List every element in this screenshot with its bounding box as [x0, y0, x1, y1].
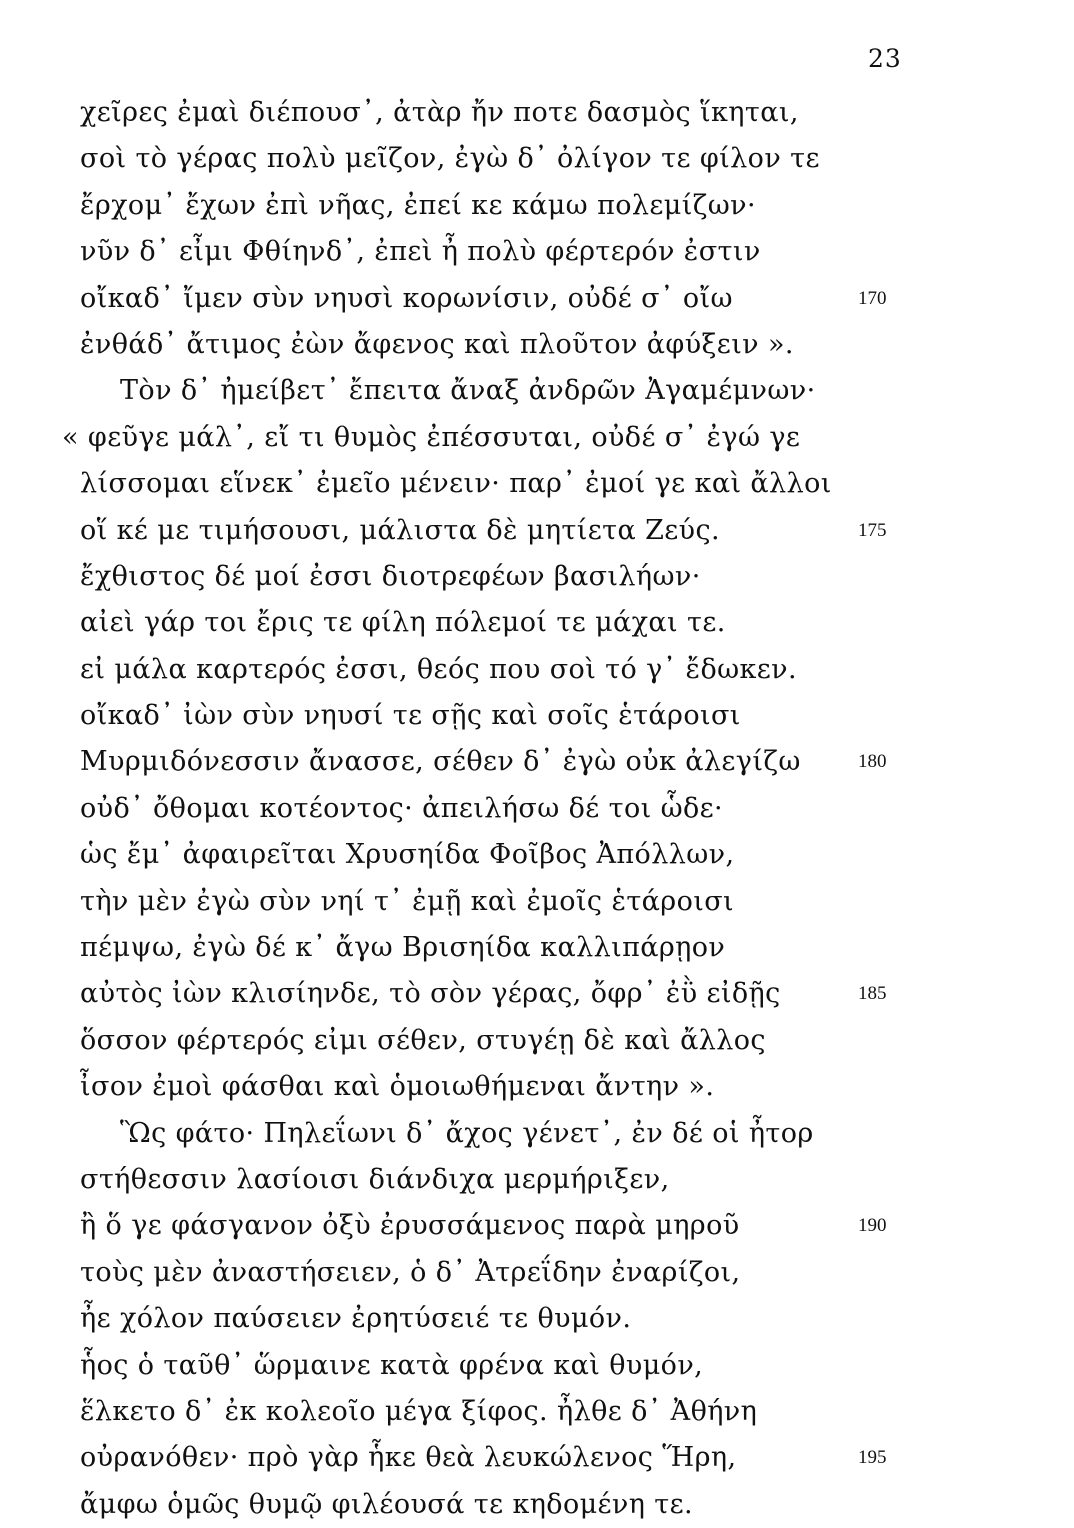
- verse-line: [0, 276, 1074, 322]
- verse-line-text: στήθεσσιν λασίοισι διάνδιχα μερμήριξεν,: [80, 1163, 670, 1195]
- line-number: 175: [858, 519, 887, 541]
- verse-line-text: τοὺς μὲν ἀναστήσειεν, ὁ δ᾽ Ἀτρεΐδην ἐναρίζοι,: [80, 1256, 741, 1288]
- verse-line-text: ἐνθάδ᾽ ἄτιμος ἐὼν ἄφενος καὶ πλοῦτον ἀφύξειν ».: [80, 328, 794, 360]
- verse-line: [0, 647, 1074, 693]
- verse-line-text: ἦε χόλον παύσειεν ἐρητύσειέ τε θυμόν.: [80, 1303, 632, 1335]
- verse-line-text: οἵ κέ με τιμήσουσι, μάλιστα δὲ μητίετα Ζεύς.: [80, 514, 720, 546]
- verse-line-text: οἴκαδ᾽ ἴμεν σὺν νηυσὶ κορωνίσιν, οὐδέ σ᾽ οἴω: [80, 282, 733, 314]
- verse-line: [0, 1018, 1074, 1064]
- verse-line-text: χεῖρες ἐμαὶ διέπουσ᾽, ἀτὰρ ἤν ποτε δασμὸς ἵκηται,: [80, 97, 799, 128]
- verse-line: [0, 1157, 1074, 1203]
- verse-line-text: ἕλκετο δ᾽ ἐκ κολεοῖο μέγα ξίφος. ἦλθε δ᾽ Ἀθήνη: [80, 1395, 758, 1427]
- verse-line: [0, 1111, 1074, 1157]
- verse-line-text: « φεῦγε μάλ᾽, εἴ τι θυμὸς ἐπέσσυται, οὐδέ σ᾽ ἐγώ γε: [62, 421, 801, 453]
- verse-line-text: ἔρχομ᾽ ἔχων ἐπὶ νῆας, ἐπεί κε κάμω πολεμίζων·: [80, 189, 756, 221]
- verse-line: [0, 136, 1074, 182]
- verse-line-text: νῦν δ᾽ εἶμι Φθίηνδ᾽, ἐπεὶ ἦ πολὺ φέρτερόν ἐστιν: [80, 236, 761, 268]
- verse-line: [0, 971, 1074, 1017]
- verse-line-text: αὐτὸς ἰὼν κλισίηνδε, τὸ σὸν γέρας, ὄφρ᾽ ἐῢ εἰδῇς: [80, 978, 781, 1010]
- verse-line-text: εἰ μάλα καρτερός ἐσσι, θεός που σοὶ τό γ᾽ ἔδωκεν.: [80, 653, 797, 685]
- verse-line: [0, 554, 1074, 600]
- verse-line-text: ἶσον ἐμοὶ φάσθαι καὶ ὁμοιωθήμεναι ἄντην ».: [80, 1071, 715, 1103]
- verse-line-text: Τὸν δ᾽ ἠμείβετ᾽ ἔπειτα ἄναξ ἀνδρῶν Ἀγαμέμνων·: [120, 375, 816, 407]
- verse-line-text: ὡς ἔμ᾽ ἀφαιρεῖται Χρυσηίδα Φοῖβος Ἀπόλλων,: [80, 839, 735, 871]
- verse-line-text: ἔχθιστος δέ μοί ἐσσι διοτρεφέων βασιλήων·: [80, 560, 701, 592]
- verse-line-text: τὴν μὲν ἐγὼ σὺν νηί τ᾽ ἐμῇ καὶ ἐμοῖς ἑτάροισι: [80, 885, 735, 917]
- verse-line-text: οἴκαδ᾽ ἰὼν σὺν νηυσί τε σῇς καὶ σοῖς ἑτάροισι: [80, 700, 741, 732]
- verse-line-text: ἧος ὁ ταῦθ᾽ ὥρμαινε κατὰ φρένα καὶ θυμόν,: [80, 1349, 704, 1381]
- page-number: 23: [868, 44, 902, 73]
- verse-line: [0, 90, 1074, 136]
- line-number: 190: [858, 1215, 887, 1237]
- verse-line: [0, 229, 1074, 275]
- verse-line-text: αἰεὶ γάρ τοι ἔρις τε φίλη πόλεμοί τε μάχαι τε.: [80, 607, 726, 639]
- verse-line: [0, 322, 1074, 368]
- verse-line: [0, 1250, 1074, 1296]
- verse-line-text: οὐρανόθεν· πρὸ γὰρ ἧκε θεὰ λευκώλενος Ἥρη,: [80, 1442, 737, 1474]
- verse-line: [0, 368, 1074, 414]
- verse-line-text: λίσσομαι εἵνεκ᾽ ἐμεῖο μένειν· παρ᾽ ἐμοί γε καὶ ἄλλοι: [80, 468, 832, 500]
- verse-line-text: σοὶ τὸ γέρας πολὺ μεῖζον, ἐγὼ δ᾽ ὀλίγον τε φίλον τε: [80, 143, 820, 175]
- line-number: 170: [858, 287, 887, 309]
- verse-line: [0, 1482, 1074, 1528]
- verse-line: [0, 1296, 1074, 1342]
- verse-block: [0, 90, 1074, 1528]
- verse-line: [0, 739, 1074, 785]
- verse-line: [0, 183, 1074, 229]
- verse-line: [0, 832, 1074, 878]
- verse-line: [0, 461, 1074, 507]
- verse-line-text: Ὣς φάτο· Πηλεΐωνι δ᾽ ἄχος γένετ᾽, ἐν δέ οἱ ἦτορ: [120, 1117, 814, 1149]
- verse-line-text: ἄμφω ὁμῶς θυμῷ φιλέουσά τε κηδομένη τε.: [80, 1488, 694, 1520]
- line-number: 180: [858, 751, 887, 773]
- verse-line: [0, 1343, 1074, 1389]
- verse-line: [0, 1389, 1074, 1435]
- verse-line-text: Μυρμιδόνεσσιν ἄνασσε, σέθεν δ᾽ ἐγὼ οὐκ ἀλεγίζω: [80, 746, 801, 778]
- line-number: 185: [858, 983, 887, 1005]
- verse-line: [0, 693, 1074, 739]
- verse-line: [0, 1435, 1074, 1481]
- verse-line: [0, 1203, 1074, 1249]
- verse-line: [0, 415, 1074, 461]
- verse-line: [0, 508, 1074, 554]
- verse-line: [0, 600, 1074, 646]
- verse-line-text: ὅσσον φέρτερός εἰμι σέθεν, στυγέῃ δὲ καὶ ἄλλος: [80, 1024, 766, 1056]
- line-number: 195: [858, 1447, 887, 1469]
- verse-line: [0, 1064, 1074, 1110]
- verse-line-text: πέμψω, ἐγὼ δέ κ᾽ ἄγω Βρισηίδα καλλιπάρῃον: [80, 932, 726, 964]
- verse-line: [0, 786, 1074, 832]
- verse-line: [0, 925, 1074, 971]
- verse-line-text: ἢ ὅ γε φάσγανον ὀξὺ ἐρυσσάμενος παρὰ μηροῦ: [80, 1210, 740, 1242]
- verse-line-text: οὐδ᾽ ὄθομαι κοτέοντος· ἀπειλήσω δέ τοι ὧδε·: [80, 792, 724, 824]
- verse-line: [0, 879, 1074, 925]
